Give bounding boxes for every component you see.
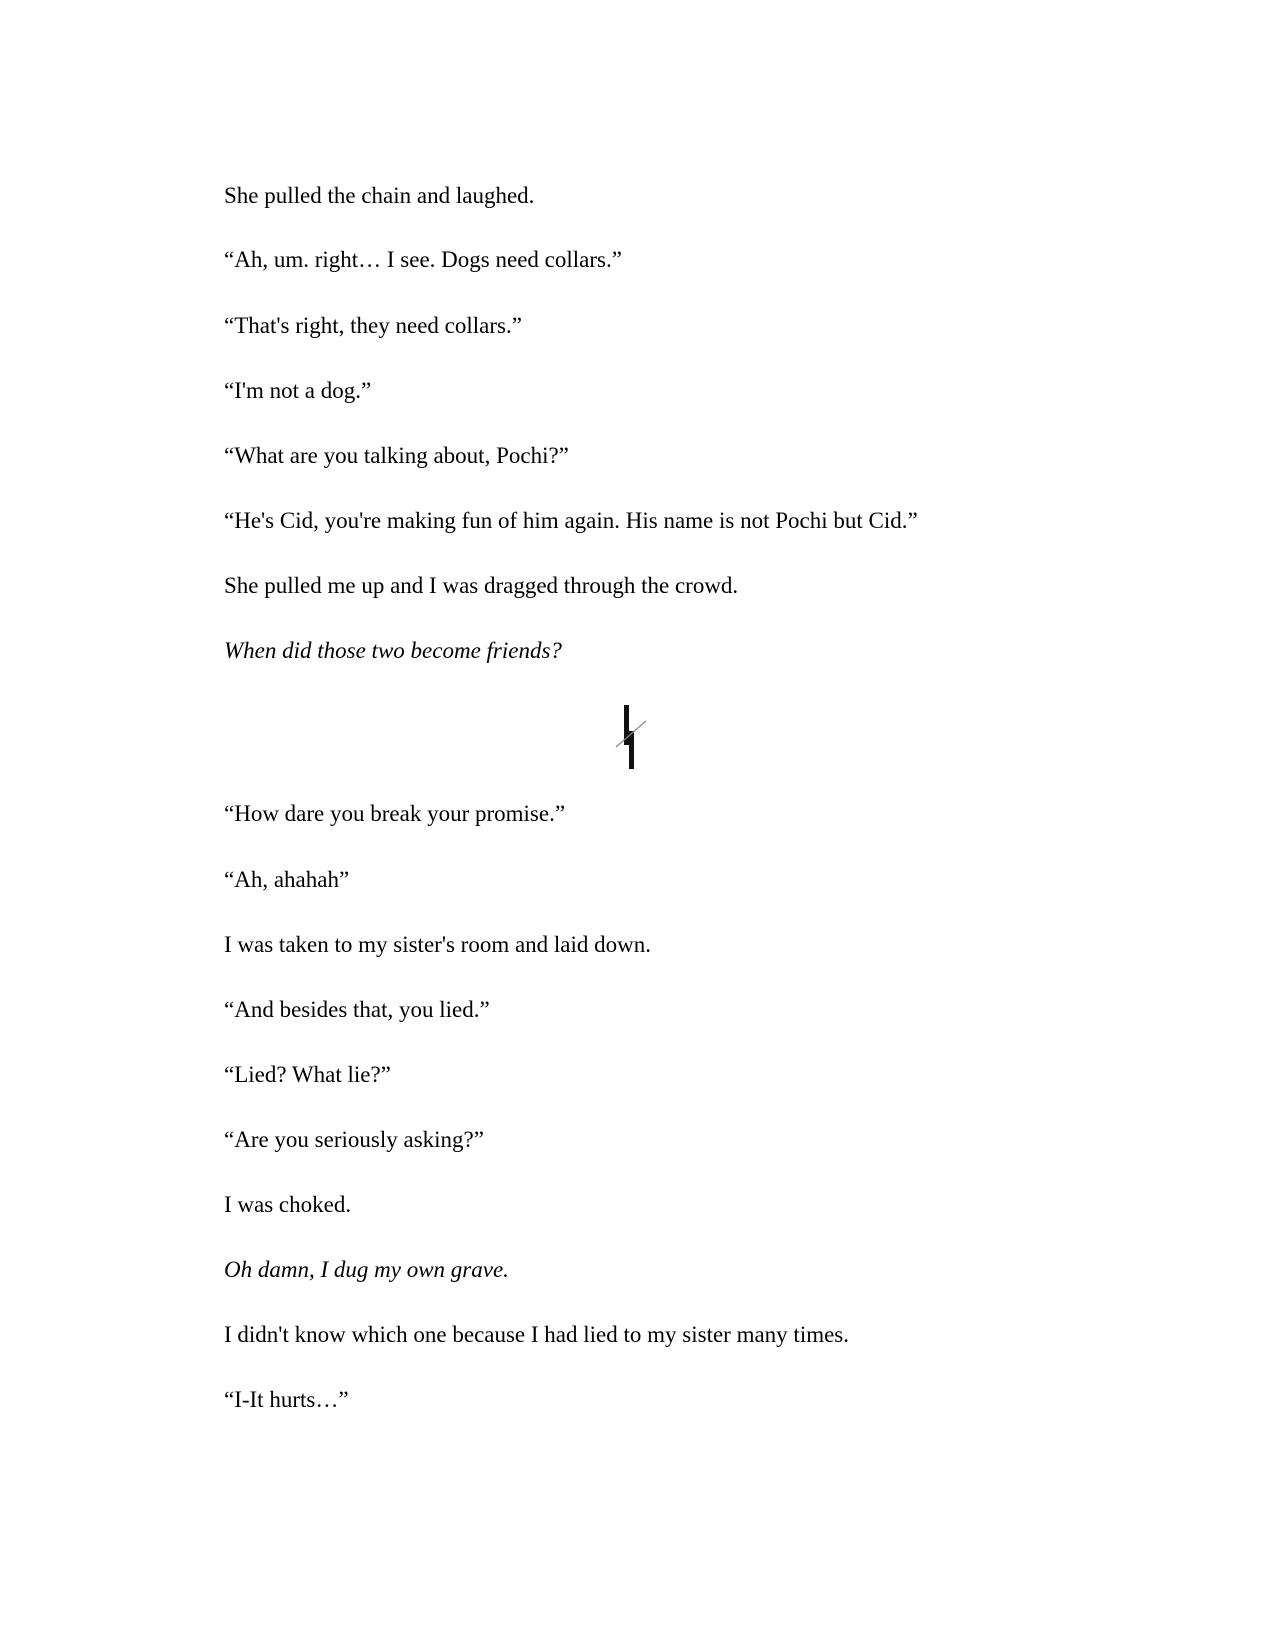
- paragraph: She pulled the chain and laughed.: [224, 183, 535, 208]
- italic-thought: Oh damn, I dug my own grave.: [224, 1257, 509, 1282]
- paragraph: “Are you seriously asking?”: [224, 1127, 484, 1152]
- paragraph: I didn't know which one because I had lied to my sister many times.: [224, 1322, 850, 1347]
- paragraph: “He's Cid, you're making fun of him again. His name is not Pochi but Cid.”: [224, 508, 918, 533]
- paragraph: “That's right, they need collars.”: [224, 313, 522, 338]
- paragraph: “Ah, ahahah”: [224, 867, 350, 892]
- paragraph: “Lied? What lie?”: [224, 1062, 391, 1087]
- scene-break-icon: [612, 703, 652, 773]
- paragraph: “Ah, um. right… I see. Dogs need collars.”: [224, 247, 622, 272]
- paragraph: “What are you talking about, Pochi?”: [224, 443, 569, 468]
- paragraph: I was choked.: [224, 1192, 352, 1217]
- paragraph: “I'm not a dog.”: [224, 378, 372, 403]
- paragraph: “How dare you break your promise.”: [224, 801, 566, 826]
- paragraph: “I-It hurts…”: [224, 1387, 349, 1412]
- paragraph: She pulled me up and I was dragged through the crowd.: [224, 573, 739, 598]
- italic-thought: When did those two become friends?: [224, 638, 562, 663]
- paragraph: “And besides that, you lied.”: [224, 997, 490, 1022]
- paragraph: I was taken to my sister's room and laid down.: [224, 932, 652, 957]
